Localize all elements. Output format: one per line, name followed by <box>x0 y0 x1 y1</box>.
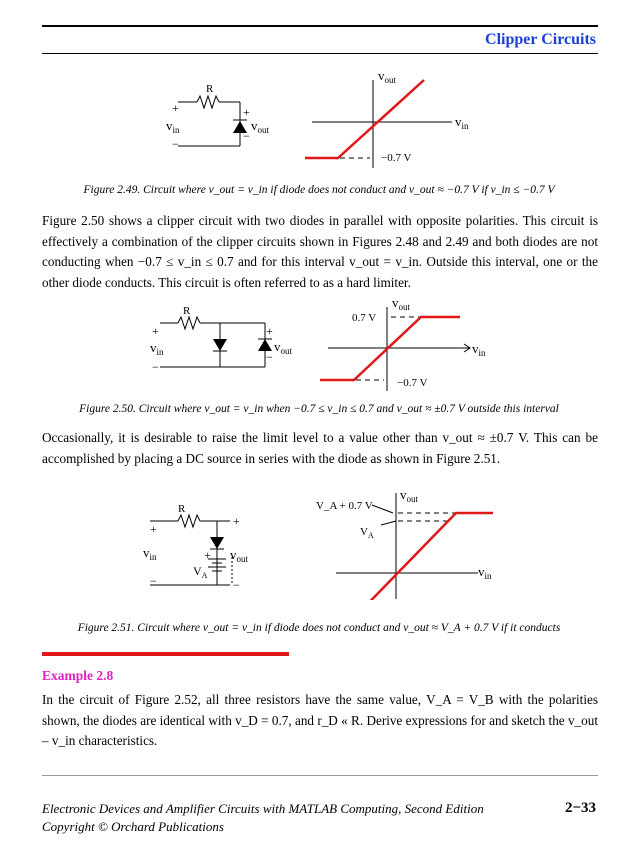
figure-2-50-svg <box>0 295 638 395</box>
fig249-transfer-curve <box>305 80 424 158</box>
fig251-source-plus: + <box>204 548 211 562</box>
fig251-graph-x-label: $v_{in}$ <box>478 564 492 581</box>
example-text: In the circuit of Figure 2.52, all three resistors have the same value, V_A = V_B with the polarities shown, the diodes are identical with v_D = 0.7, and r_D « R. Derive expressions for and sketch the v_out – v_in characteristics. <box>42 692 598 748</box>
figure-2-49-svg <box>0 60 638 180</box>
fig249-level-label: −0.7 V <box>381 152 412 164</box>
fig251-transfer-curve <box>352 513 493 600</box>
footer-page-number: 2−33 <box>564 800 596 816</box>
fig249-plus-right: + <box>243 105 250 119</box>
fig250-plus-right: + <box>266 324 273 338</box>
figure-2-51-svg <box>0 485 638 600</box>
figure-2-51 <box>0 485 638 600</box>
paragraph-hard-limiter: Figure 2.50 shows a clipper circuit with two diodes in parallel with opposite polarities. This circuit is effectively a combination of the clipper circuits shown in Figures 2.48 and 2.49 and both diodes are not conducting when −0.7 ≤ v_in ≤ 0.7 and for this interval v_out = v_in. Outside this interval, one or the other diode conducts. This circuit is often referred to as a hard limiter. <box>42 213 598 290</box>
diode-icon <box>210 537 224 549</box>
figure-2-51-caption: Figure 2.51. Circuit where v_out = v_in if diode does not conduct and v_out ≈ V_A + 0.7 V if it conducts <box>77 622 561 634</box>
fig250-plus-left: + <box>152 324 159 338</box>
footer-book-info <box>42 800 484 836</box>
figure-2-50-caption: Figure 2.50. Circuit where v_out = v_in when −0.7 ≤ v_in ≤ 0.7 and v_out ≈ ±0.7 V outside this interval <box>79 403 559 415</box>
fig250-vout-label: $v_{out}$ <box>274 339 293 356</box>
fig250-lower-level: −0.7 V <box>397 377 428 389</box>
page-header-title: Clipper Circuits <box>485 31 596 48</box>
footer-book-title: Electronic Devices and Amplifier Circuits with MATLAB Computing, Second Edition <box>42 801 484 816</box>
header-rule-bottom <box>42 53 598 54</box>
fig249-r-label: R <box>206 83 214 95</box>
fig249-plus-left: + <box>172 101 179 115</box>
fig250-graph-x-label: $v_{in}$ <box>472 341 486 358</box>
fig249-minus-left: − <box>172 137 179 151</box>
figure-2-49-caption: Figure 2.49. Circuit where v_out = v_in if diode does not conduct and v_out ≈ −0.7 V if v_in ≤ −0.7 V <box>83 184 555 196</box>
fig251-r-label: R <box>178 503 186 515</box>
example-separator-bar <box>42 652 289 656</box>
fig249-vout-label: $v_{out}$ <box>251 118 270 135</box>
figure-2-50 <box>0 295 638 395</box>
fig251-vin-label: $v_{in}$ <box>143 545 157 562</box>
fig251-minus-left: − <box>150 574 157 588</box>
fig251-vout-label: $v_{out}$ <box>230 547 249 564</box>
header-rule-top <box>42 25 598 27</box>
figure-2-49 <box>0 60 638 180</box>
fig251-level-label: V_A + 0.7 V <box>316 500 373 512</box>
fig251-plus-left: + <box>150 522 157 536</box>
diode-down-icon <box>213 339 227 351</box>
fig249-graph-y-label: $v_{out}$ <box>378 68 397 85</box>
fig249-minus-right: − <box>243 129 250 143</box>
example-title: Example 2.8 <box>42 668 114 683</box>
fig251-graph-y-label: $v_{out}$ <box>400 487 419 504</box>
fig249-graph-x-label: $v_{in}$ <box>455 114 469 131</box>
fig250-r-label: R <box>183 305 191 317</box>
fig251-source-label: $V_A$ <box>193 564 208 580</box>
fig249-vin-label: $v_{in}$ <box>166 118 180 135</box>
fig251-plus-right: + <box>233 514 240 528</box>
footer-rule <box>42 775 598 776</box>
paragraph-dc-source: Occasionally, it is desirable to raise the limit level to a value other than v_out ≈ ±0.7 V. This can be accomplished by placing a DC source in series with the diode as shown in Figure 2.51. <box>42 430 598 466</box>
fig250-graph-y-label: $v_{out}$ <box>392 295 411 312</box>
fig250-upper-level: 0.7 V <box>352 312 377 324</box>
fig250-minus-right: − <box>266 350 273 364</box>
fig250-minus-left: − <box>152 360 159 374</box>
footer-copyright: Copyright © Orchard Publications <box>42 819 224 834</box>
fig251-va-label: $V_A$ <box>360 526 374 540</box>
fig251-minus-right: − <box>233 578 240 592</box>
fig250-vin-label: $v_{in}$ <box>150 340 164 357</box>
